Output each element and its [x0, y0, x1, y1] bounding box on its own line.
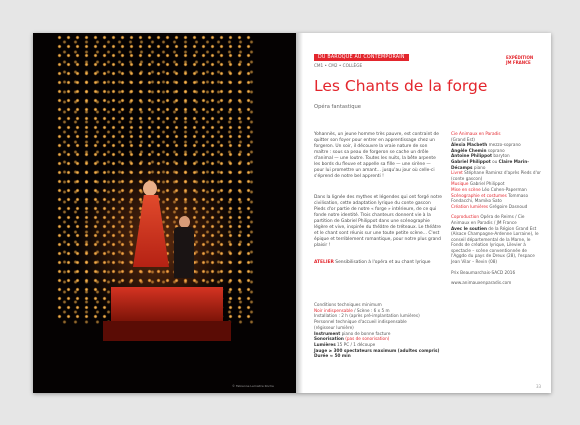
- soutien-key: Avec le soutien: [451, 225, 487, 231]
- cast-role: piano: [472, 164, 486, 170]
- lumiere-key: Création lumières: [451, 203, 489, 209]
- coprod-value: Opéra de Reims / Cie Animaux en Paradis / JM France: [451, 214, 525, 225]
- scenographie-value: Tommaso Fondacchi, Mamiko Sato: [451, 192, 529, 204]
- conditions-line-4: (régisseur lumière): [314, 324, 354, 330]
- seated-singer: [173, 216, 195, 278]
- conditions-line-2: Installation : 2 h (après pré-implantation lumières): [314, 313, 420, 319]
- cast-role: baryton: [492, 153, 510, 159]
- musique-value: Gabriel Philippot: [468, 181, 505, 187]
- category-tag: DU BAROQUE AU CONTEMPORAIN: [314, 54, 409, 61]
- conditions-line-3: Personnel technique d'accueil indispensable: [314, 319, 407, 325]
- livret-value: Stéphane Ramirez d'après Pieds d'or (conte gascon): [451, 170, 542, 181]
- atelier-block: [314, 260, 442, 266]
- soutien-value: de la Région Grand Est (Alsace Champagne-Ardenne Lorraine), le conseil départemental de la Marne, le Fonds de création lyrique, Lilevier à spectacle – scène conventionnée de l'Aggdo du pays de Dreux (28), l'espace Jean Vilar – Revin (08): [451, 225, 539, 265]
- red-stage-platform: [111, 287, 223, 321]
- show-subtitle: Opéra fantastique: [314, 104, 361, 110]
- conditions-value-1: / Scène : 6 x 5 m: [352, 307, 390, 313]
- cast-name: Angèle Chemin: [451, 147, 487, 153]
- conditions-key-5: Instrument: [314, 330, 341, 336]
- livret-key: Livret: [451, 170, 463, 176]
- company-location: (Grand Est): [451, 136, 475, 142]
- cast-role: mezzo-soprano: [487, 142, 521, 148]
- website-link[interactable]: www.animauxenparadis.com: [451, 280, 512, 286]
- cast-name: Antoine Philippot: [451, 153, 493, 159]
- corner-label-line2: JM FRANCE: [506, 60, 531, 65]
- company-name: Cie Animaux en Paradis: [451, 131, 501, 136]
- lumiere-value: Grégoire Dasnoud: [488, 203, 528, 209]
- synopsis-paragraph: Yohannès, un jeune homme très pauvre, est contraint de quitter son foyer pour entrer en apprentissage chez un forgeron. Un soir, il découvre la vraie nature de son maître : sous sa peau de forgeron se cache un drôle d'animal — une loutre. Toutes les nuits, la bête arpente les bords du fleuve et appelle sa fille — une sirène — pour lui promettre un amant… jusqu'au jour où celle-ci s'éprend de notre bel apprenti !: [314, 132, 439, 179]
- conditions-line-9: Durée ≈ 50 min: [314, 353, 351, 359]
- corner-label-line1: EXPÉDITION: [506, 55, 534, 60]
- atelier-text: Sensibilisation à l'opéra et au chant lyrique: [335, 260, 431, 265]
- mise-value: Léo Cohen-Paperman: [480, 186, 527, 192]
- description-paragraph: Dans la lignée des mythes et légendes qui ont forgé notre civilisation, cette adaptation lyrique du conte gascon Pieds d'or partie de notre « forge » intérieure, de ce qui fonde notre identité. Trois chanteurs donnent vie à la partition de Gabriel Philippot dans une scénographie légère et vive, inspirée du théâtre de tréteaux. Le théâtre et le chant sont réunis sur une toute petite scène... C'est épique et terriblement romantique, pour notre plus grand plaisir !: [314, 195, 442, 248]
- soutien-credit: [451, 226, 543, 265]
- corner-label: [506, 55, 533, 65]
- conditions-line-8: Jauge ≥ 300 spectateurs maximum (adultes compris): [314, 347, 440, 353]
- show-title: Les Chants de la forge: [314, 77, 488, 95]
- conditions-value-7: 15 PC / 1 découpe: [335, 341, 376, 347]
- atelier-label: ATELIER: [314, 260, 334, 265]
- cast-line-4: [451, 159, 543, 170]
- scenographie-credit: [451, 193, 543, 204]
- cast-name: Alexia Macbeth: [451, 142, 488, 148]
- technical-conditions: [314, 302, 442, 359]
- conditions-value-6: (pas de sonorisation): [343, 336, 390, 342]
- brochure-spread: [33, 33, 551, 393]
- cast-role: soprano: [486, 147, 505, 153]
- mise-key: Mise en scène: [451, 186, 481, 192]
- page-number: 33: [536, 384, 542, 389]
- conditions-heading: Conditions techniques minimum: [314, 302, 382, 307]
- conditions-key-1: Noir indispensable: [314, 307, 353, 313]
- scenographie-key: Scénographie et costumes: [451, 192, 507, 198]
- cast-name: Gabriel Philippot: [451, 158, 491, 164]
- right-page: [296, 33, 551, 393]
- audience-levels: CM1 • CM2 • COLLÈGE: [314, 63, 363, 68]
- musique-key: Musique: [451, 181, 469, 187]
- conditions-value-5: piano de bonne facture: [340, 330, 391, 336]
- coproduction-credit: [451, 214, 543, 225]
- cast-name: Claire Marin-Décamps: [451, 158, 529, 170]
- conditions-key-6: Sonorisation: [314, 336, 344, 342]
- credits-column: [451, 131, 543, 286]
- coprod-key: Coproduction: [451, 214, 479, 220]
- award: Prix Beaumarchais-SACD 2016: [451, 269, 516, 275]
- conditions-key-7: Lumières: [314, 341, 336, 347]
- cast-role: ou: [490, 158, 499, 164]
- stage-base: [103, 321, 231, 341]
- livret-credit: [451, 170, 543, 181]
- singer-in-red-dress: [131, 181, 171, 267]
- stage-photo: [33, 33, 296, 393]
- photo-credit: © Fabienne Lemaitre Roche: [232, 384, 274, 388]
